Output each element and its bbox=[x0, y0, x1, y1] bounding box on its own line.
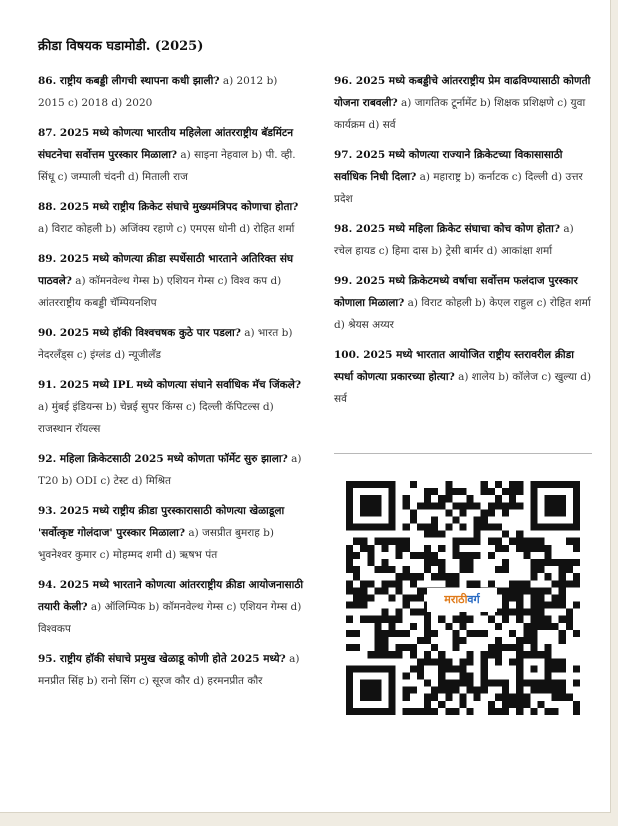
question-item bbox=[38, 248, 306, 314]
question-text: 92. महिला क्रिकेटसाठी 2025 मध्ये कोणता फॉर्मेट सुरु झाला? bbox=[38, 453, 288, 465]
question-text: 95. राष्ट्रीय हॉकी संघाचे प्रमुख खेळाडू कोणी होते 2025 मध्ये? bbox=[38, 653, 286, 665]
question-item bbox=[38, 374, 306, 440]
question-item bbox=[38, 448, 306, 492]
question-options: a) जागतिक टूर्नामेंट b) शिक्षक प्रशिक्षणे c) युवा कार्यक्रम d) सर्व bbox=[334, 97, 586, 131]
question-item bbox=[38, 196, 306, 240]
question-options: a) 2012 b) 2015 c) 2018 d) 2020 bbox=[38, 75, 278, 109]
question-text: 87. 2025 मध्ये कोणत्या भारतीय महिलेला आंतरराष्ट्रीय बॅडमिंटन संघटनेचा सर्वोत्तम पुरस्कार मिळाला? bbox=[38, 127, 294, 161]
question-text: 98. 2025 मध्ये महिला क्रिकेट संघाचा कोच कोण होता? bbox=[334, 223, 560, 235]
question-text: 93. 2025 मध्ये राष्ट्रीय क्रीडा पुरस्कारासाठी कोणत्या खेळाडूला 'सर्वोत्कृष्ट गोलंदाज' पुरस्कार मिळाला? bbox=[38, 505, 285, 539]
question-item bbox=[38, 500, 306, 566]
question-item bbox=[38, 322, 306, 366]
logo-text-varg: वर्ग bbox=[467, 593, 480, 606]
question-options: a) रचेल हायड c) हिमा दास b) ट्रेसी बार्मर d) आकांक्षा शर्मा bbox=[334, 223, 574, 257]
question-item bbox=[334, 70, 592, 136]
question-item bbox=[38, 70, 306, 114]
question-text: 96. 2025 मध्ये कबड्डीचे आंतरराष्ट्रीय प्रेम वाढविण्यासाठी कोणती योजना राबवली? bbox=[334, 75, 591, 109]
question-options: a) विराट कोहली b) केएल राहुल c) रोहित शर्मा d) श्रेयस अय्यर bbox=[334, 297, 591, 331]
question-item bbox=[334, 344, 592, 410]
question-options: a) महाराष्ट्र b) कर्नाटक c) दिल्ली d) उत्तर प्रदेश bbox=[334, 171, 583, 205]
question-options: a) T20 b) ODI c) टेस्ट d) मिश्रित bbox=[38, 453, 302, 487]
question-text: 89. 2025 मध्ये कोणत्या क्रीडा स्पर्धेसाठी भारताने अतिरिक्त संघ पाठवले? bbox=[38, 253, 294, 287]
question-text: 88. 2025 मध्ये राष्ट्रीय क्रिकेट संघाचे मुख्यमंत्रिपद कोणाचा होता? bbox=[38, 201, 299, 213]
question-text: 94. 2025 मध्ये भारताने कोणत्या आंतरराष्ट्रीय क्रीडा आयोजनासाठी तयारी केली? bbox=[38, 579, 304, 613]
question-options: a) ऑलिम्पिक b) कॉमनवेल्थ गेम्स c) एशियन गेम्स d) विश्वकप bbox=[38, 601, 302, 635]
question-item bbox=[334, 218, 592, 262]
question-item bbox=[38, 574, 306, 640]
question-text: 97. 2025 मध्ये कोणत्या राज्याने क्रिकेटच्या विकासासाठी सर्वाधिक निधी दिला? bbox=[334, 149, 563, 183]
section-divider bbox=[334, 453, 592, 454]
question-options: a) जसप्रीत बुमराह b) भुवनेश्वर कुमार c) मोहम्मद शमी d) ऋषभ पंत bbox=[38, 527, 274, 561]
question-options: a) कॉमनवेल्थ गेम्स b) एशियन गेम्स c) विश्व कप d) आंतरराष्ट्रीय कबड्डी चॅम्पियनशिप bbox=[38, 275, 282, 309]
question-item bbox=[38, 648, 306, 692]
questions-column-left bbox=[38, 70, 306, 700]
question-text: 91. 2025 मध्ये IPL मध्ये कोणत्या संघाने सर्वाधिक मॅच जिंकले? bbox=[38, 379, 301, 391]
logo-text-marathi: मराठी bbox=[444, 593, 468, 606]
question-text: 99. 2025 मध्ये क्रिकेटमध्ये वर्षाचा सर्वोत्तम फलंदाज पुरस्कार कोणाला मिळाला? bbox=[334, 275, 578, 309]
question-item bbox=[334, 144, 592, 210]
page-title: क्रीडा विषयक घडामोडी. (2025) bbox=[38, 39, 204, 54]
question-item bbox=[38, 122, 306, 188]
question-options: a) साइना नेहवाल b) पी. व्ही. सिंधू c) जम्पाली चंदनी d) मिताली राज bbox=[38, 149, 296, 183]
question-text: 90. 2025 मध्ये हॉकी विश्वचषक कुठे पार पडला? bbox=[38, 327, 241, 339]
question-options: a) विराट कोहली b) अजिंक्य रहाणे c) एमएस धोनी d) रोहित शर्मा bbox=[38, 223, 295, 235]
question-options: a) मनप्रीत सिंह b) रानो सिंग c) सूरज कौर d) हरमनप्रीत कौर bbox=[38, 653, 300, 687]
question-text: 100. 2025 मध्ये भारतात आयोजित राष्ट्रीय स्तरावरील क्रीडा स्पर्धा कोणत्या प्रकारच्या होत्या? bbox=[334, 349, 574, 383]
questions-column-right bbox=[334, 70, 592, 418]
question-options: a) मुंबई इंडियन्स b) चेन्नई सुपर किंग्स c) दिल्ली कॅपिटल्स d) राजस्थान रॉयल्स bbox=[38, 401, 274, 435]
question-text: 86. राष्ट्रीय कबड्डी लीगची स्थापना कधी झाली? bbox=[38, 75, 220, 87]
qr-center-logo bbox=[427, 588, 497, 612]
question-options: a) शालेय b) कॉलेज c) खुल्या d) सर्व bbox=[334, 371, 592, 405]
question-item bbox=[334, 270, 592, 336]
question-options: a) भारत b) नेदरलँड्स c) इंग्लंड d) न्यूजीलँड bbox=[38, 327, 293, 361]
